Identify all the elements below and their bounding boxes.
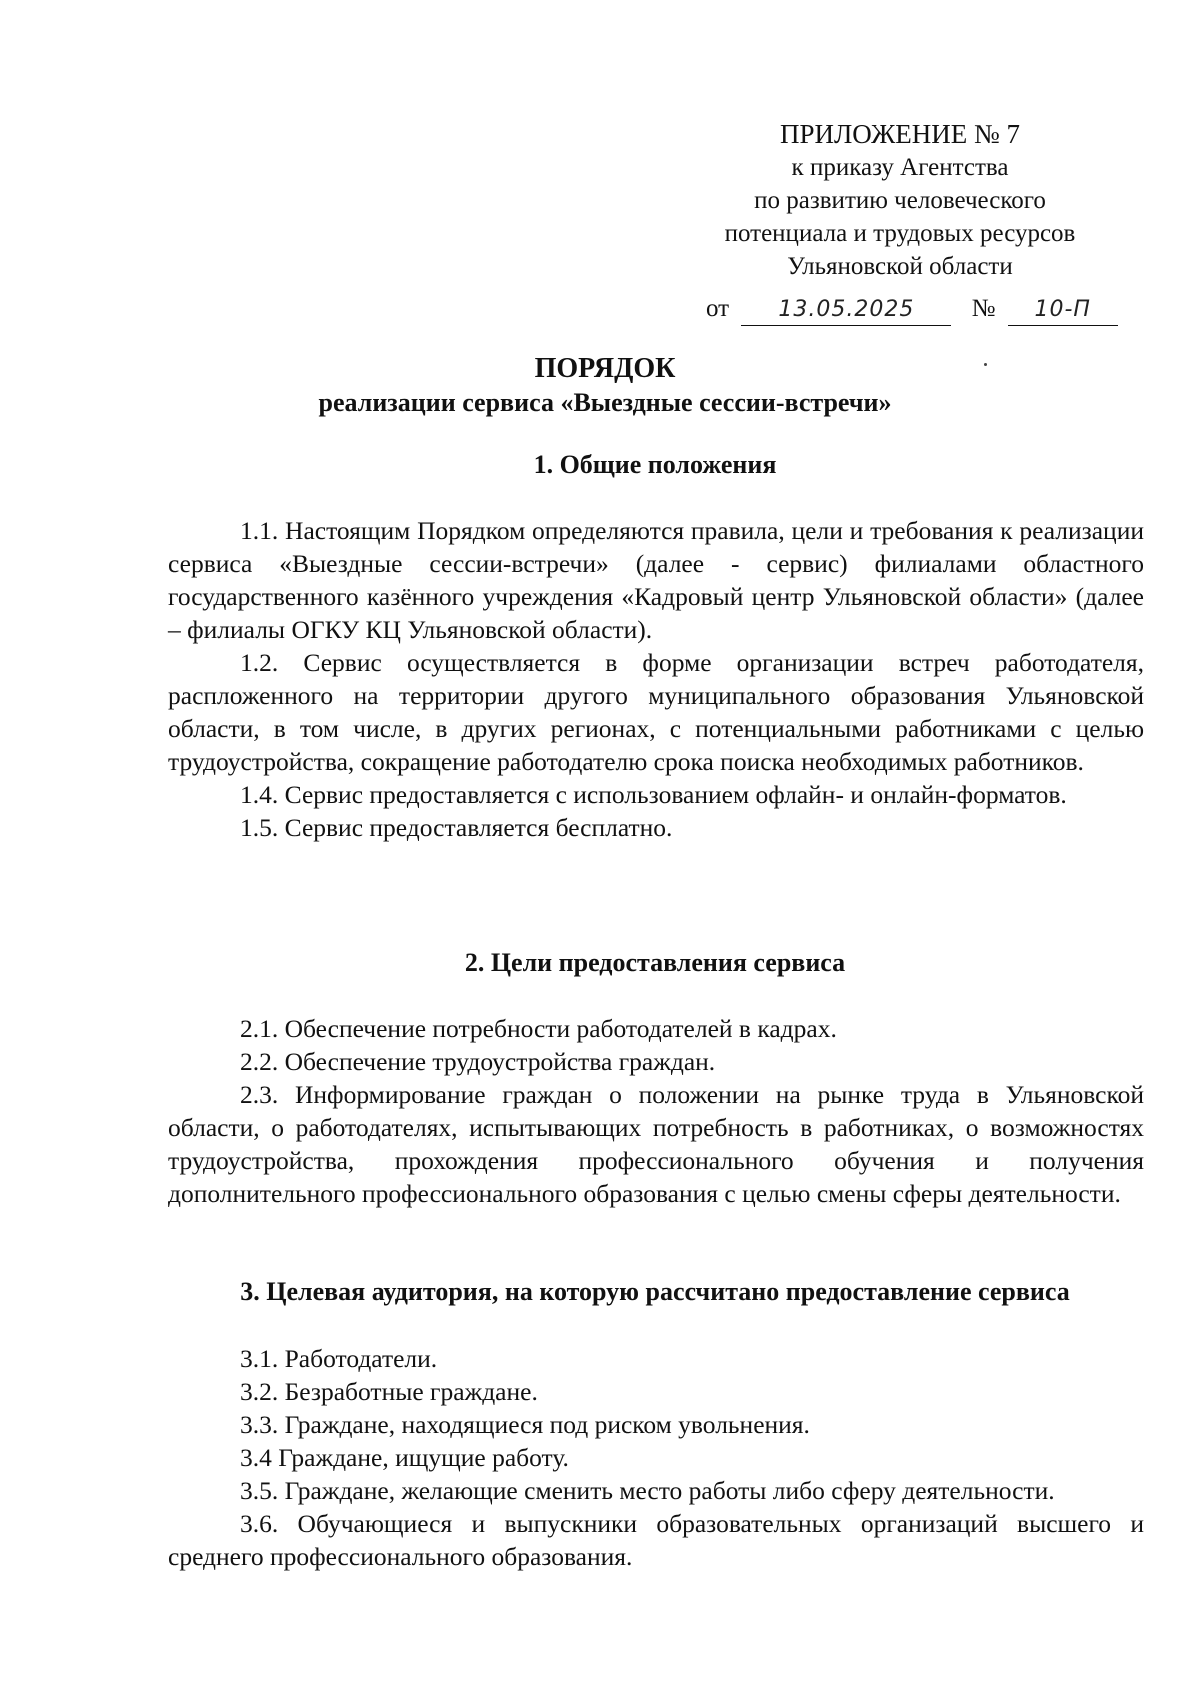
appendix-title: ПРИЛОЖЕНИЕ № 7	[779, 119, 1021, 149]
order-reference	[706, 292, 1116, 326]
section-heading-2: 2. Цели предоставления сервиса	[464, 948, 846, 977]
appendix-line: по развитию человеческого	[754, 187, 1046, 214]
paragraph: 2.1. Обеспечение потребности работодателей в кадрах.	[240, 1014, 837, 1043]
paragraph: 2.3. Информирование граждан о положении на рынке труда в Ульяновской области, о работодателях, испытывающих потребность в работниках, о возможностях трудоустройства, прохождения профессионального обучения и получения дополнительного профессионального образования с целью смены сферы деятельности.	[168, 1080, 1144, 1208]
from-label: от	[706, 295, 730, 322]
number-label: №	[971, 295, 996, 322]
paragraph: 1.5. Сервис предоставляется бесплатно.	[240, 813, 673, 842]
appendix-header	[690, 118, 1110, 283]
paragraph: 3.3. Граждане, находящиеся под риском увольнения.	[240, 1410, 810, 1439]
paragraph: 3.1. Работодатели.	[240, 1344, 438, 1373]
paragraph: 3.5. Граждане, желающие сменить место работы либо сферу деятельности.	[240, 1476, 1055, 1505]
paragraph: 1.2. Сервис осуществляется в форме организации встреч работодателя, распложенного на территории другого муниципального образования Ульяновской области, в том числе, в других регионах, с потенциальными работниками с целью трудоустройства, сокращение работодателю срока поиска необходимых работников.	[168, 648, 1144, 776]
section-body-3	[168, 1342, 1144, 1573]
paragraph: 1.1. Настоящим Порядком определяются правила, цели и требования к реализации сервиса «Выездные сессии-встречи» (далее - сервис) филиалами областного государственного казённого учреждения «Кадровый центр Ульяновской области» (далее – филиалы ОГКУ КЦ Ульяновской области).	[168, 516, 1144, 644]
appendix-line: к приказу Агентства	[791, 154, 1009, 181]
document-subtitle: реализации сервиса «Выездные сессии-встречи»	[318, 388, 892, 417]
handwritten-number: 10-П	[1008, 297, 1118, 326]
section-heading-1: 1. Общие положения	[533, 450, 777, 479]
paragraph: 3.2. Безработные граждане.	[240, 1377, 538, 1406]
document-title-block	[160, 352, 1050, 420]
paragraph: 2.2. Обеспечение трудоустройства граждан.	[240, 1047, 716, 1076]
section-heading-3: 3. Целевая аудитория, на которую рассчитано предоставление сервиса	[240, 1277, 1070, 1306]
appendix-line: потенциала и трудовых ресурсов	[724, 220, 1076, 247]
paragraph: 3.4 Граждане, ищущие работу.	[240, 1443, 569, 1472]
paragraph: 1.4. Сервис предоставляется с использованием офлайн- и онлайн-форматов.	[240, 780, 1067, 809]
document-title: ПОРЯДОК	[534, 353, 676, 384]
section-body-2	[168, 1012, 1144, 1210]
paragraph: 3.6. Обучающиеся и выпускники образовательных организаций высшего и среднего профессионального образования.	[168, 1509, 1144, 1571]
handwritten-date: 13.05.2025	[741, 297, 951, 326]
appendix-line: Ульяновской области	[787, 253, 1013, 280]
section-body-1	[168, 514, 1144, 844]
